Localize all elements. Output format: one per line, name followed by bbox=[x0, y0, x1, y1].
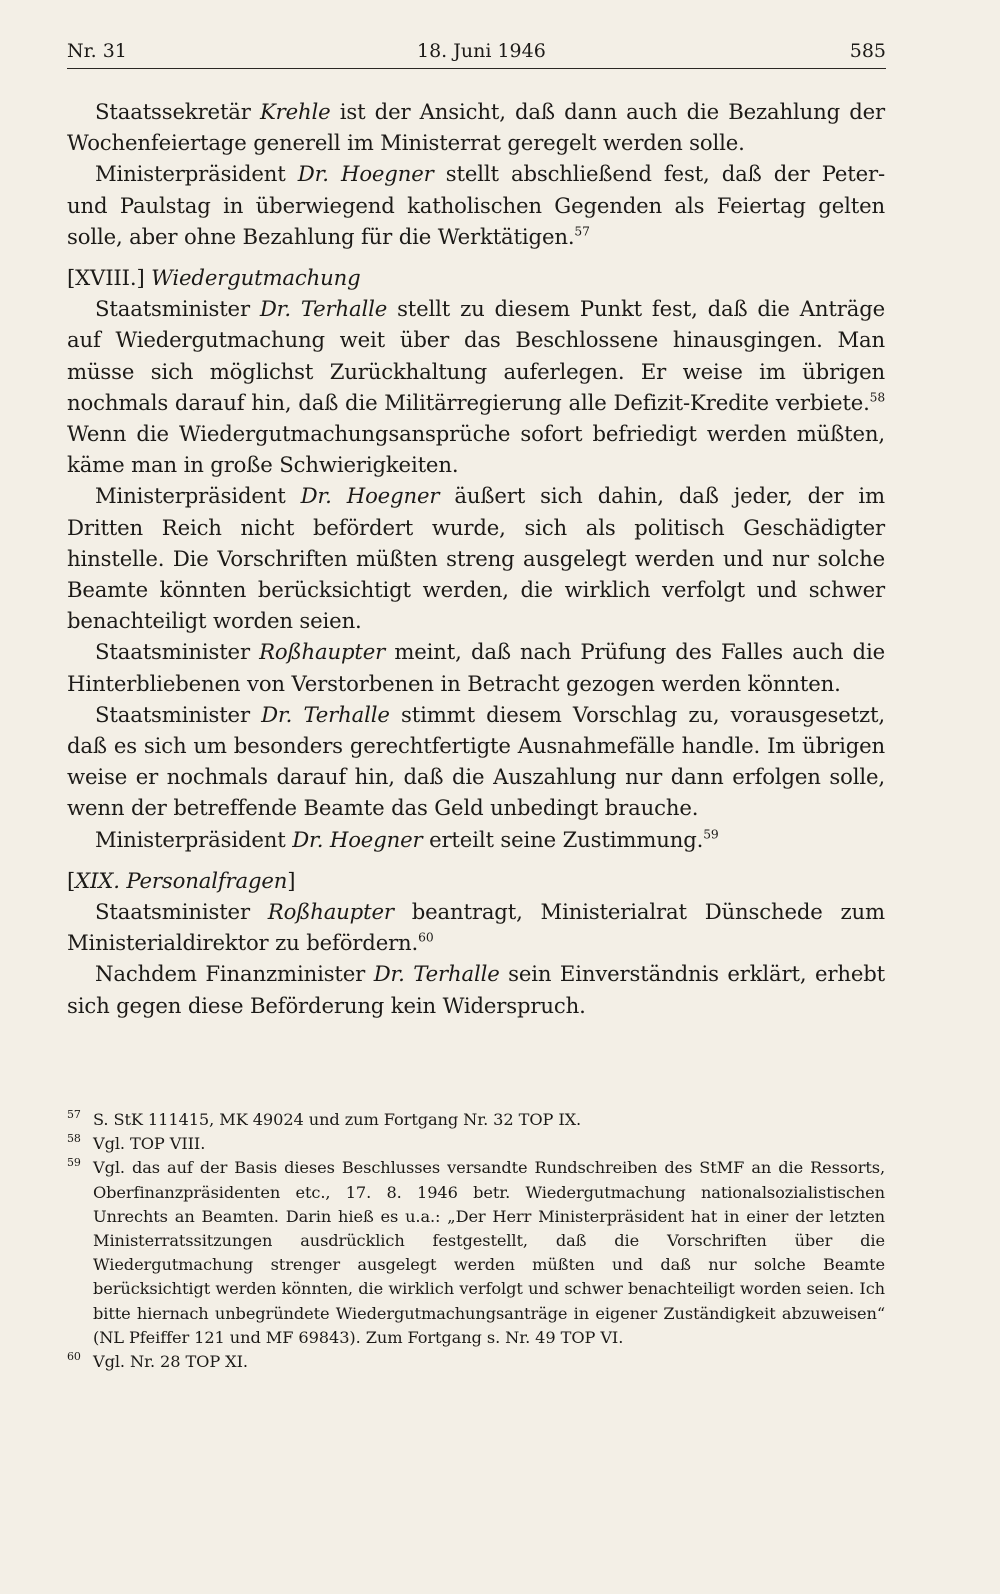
footnote bbox=[67, 1108, 885, 1132]
text-run: beantragt, Ministerialrat Dünschede zum Ministerialdirektor zu befördern. bbox=[67, 899, 885, 956]
section-heading-xviii bbox=[67, 262, 885, 293]
running-header bbox=[67, 38, 886, 69]
text-run: stimmt diesem Vorschlag zu, vorausgesetzt, daß es sich um besonders gerechtfertigte Ausnahmefälle handle. Im übrigen weise er nochmals darauf hin, daß die Auszahlung nur dann erfolgen solle, wenn der betreffende Beamte das Geld unbedingt brauche. bbox=[67, 701, 885, 821]
footnote bbox=[67, 1350, 885, 1374]
footnote-reference: 60 bbox=[418, 930, 434, 945]
text-run: [ bbox=[67, 867, 76, 893]
paragraph bbox=[67, 958, 885, 1020]
text-run: Nachdem Finanzminister bbox=[95, 961, 374, 987]
text-run: Staatsminister bbox=[95, 899, 268, 925]
text-run: ] bbox=[287, 867, 296, 893]
text-run: Ministerpräsident bbox=[95, 826, 293, 852]
footnote-text: Vgl. TOP VIII. bbox=[93, 1134, 206, 1154]
footnote-text: Vgl. Nr. 28 TOP XI. bbox=[93, 1352, 248, 1372]
paragraph bbox=[67, 699, 885, 824]
footnote-text: Vgl. das auf der Basis dieses Beschlusses versandte Rundschreiben des StMF an die Ressorts, Oberfinanzpräsidenten etc., 17. 8. 1946 betr. Wiedergutmachung nationalsozialistischen Unrechts an Beamten. Darin hieß es u.a.: „Der Herr Ministerpräsident hat in einer der letzten Ministerratssitzungen ausdrücklich festgestellt, daß die Vorschriften über die Wiedergutmachung strenger ausgelegt werden müßten und daß nur solche Beamte berücksichtigt werden könnten, die wirklich verfolgt und schwer benachteiligt worden seien. Ich bitte hiernach unbegründete Wiedergutmachungsanträge in eigener Zuständigkeit abzuweisen“ (NL Pfeiffer 121 und MF 69843). Zum Fortgang s. Nr. 49 TOP VI. bbox=[93, 1158, 885, 1347]
footnote-reference: 59 bbox=[703, 827, 719, 842]
text-run: Wenn die Wiedergutmachungsansprüche sofort befriedigt werden müßten, käme man in große Schwierigkeiten. bbox=[67, 421, 885, 478]
person-name: Dr. Terhalle bbox=[373, 961, 500, 987]
text-run: Staatssekretär bbox=[95, 99, 260, 124]
main-text bbox=[67, 96, 885, 1021]
text-run: Ministerpräsident bbox=[95, 161, 298, 187]
paragraph bbox=[67, 636, 885, 698]
paragraph bbox=[67, 293, 885, 480]
footnote bbox=[67, 1156, 885, 1350]
page-number: 585 bbox=[849, 40, 886, 62]
footnotes bbox=[67, 1108, 885, 1374]
text-run: ist der Ansicht, daß dann auch die Bezahlung der Wochenfeiertage generell im Ministerrat geregelt werden solle. bbox=[67, 99, 885, 156]
person-name: Roßhaupter bbox=[267, 899, 394, 925]
text-run: äußert sich dahin, daß jeder, der im Dritten Reich nicht befördert wurde, sich als politisch Geschädigter hinstelle. Die Vorschriften müßten streng ausgelegt werden und nur solche Beamte könnten berücksichtigt werden, die wirklich verfolgt und schwer benachteiligt worden seien. bbox=[67, 483, 885, 634]
footnote-number: 59 bbox=[67, 1156, 81, 1170]
footnote-reference: 57 bbox=[574, 224, 590, 239]
text-run: meint, daß nach Prüfung des Falles auch die Hinterbliebenen von Verstorbenen in Betracht gezogen werden könnten. bbox=[67, 639, 885, 696]
paragraph bbox=[67, 158, 885, 252]
footnote-text: S. StK 111415, MK 49024 und zum Fortgang Nr. 32 TOP IX. bbox=[93, 1110, 582, 1129]
text-run: [XVIII.] bbox=[67, 265, 152, 291]
session-date: 18. Juni 1946 bbox=[417, 40, 546, 62]
text-run: Staatsminister bbox=[95, 701, 262, 727]
paragraph bbox=[67, 896, 885, 958]
person-name: Dr. Hoegner bbox=[292, 826, 423, 852]
footnote bbox=[67, 1132, 885, 1156]
person-name: Krehle bbox=[259, 99, 331, 124]
person-name: Wiedergutmachung bbox=[151, 265, 361, 291]
person-name: Dr. Hoegner bbox=[297, 161, 434, 187]
paragraph bbox=[67, 96, 885, 158]
text-run: stellt zu diesem Punkt fest, daß die Anträge auf Wiedergutmachung weit über das Beschlossene hinausgingen. Man müsse sich möglichst Zurückhaltung auferlegen. Er weise im übrigen nochmals darauf hin, daß die Militärregierung alle Defizit-Kredite verbiete. bbox=[67, 296, 886, 415]
text-run: Staatsminister bbox=[95, 639, 260, 665]
footnote-number: 60 bbox=[67, 1350, 81, 1364]
paragraph bbox=[67, 824, 885, 855]
person-name: Dr. Terhalle bbox=[261, 701, 390, 727]
person-name: Dr. Terhalle bbox=[259, 296, 388, 322]
person-name: Roßhaupter bbox=[259, 639, 386, 665]
text-run: erteilt seine Zustimmung. bbox=[422, 826, 704, 852]
text-run: sein Einverständnis erklärt, erhebt sich gegen diese Beförderung kein Widerspruch. bbox=[67, 961, 885, 1018]
section-heading-xix bbox=[67, 865, 885, 896]
footnote-number: 58 bbox=[67, 1132, 81, 1146]
person-name: Dr. Hoegner bbox=[300, 483, 440, 509]
text-run: Staatsminister bbox=[95, 296, 260, 322]
text-run: Ministerpräsident bbox=[95, 483, 301, 509]
text-run: stellt abschließend fest, daß der Peter- und Paulstag in überwiegend katholischen Gegenden als Feiertag gelten solle, aber ohne Bezahlung für die Werktätigen. bbox=[67, 161, 885, 249]
document-number: Nr. 31 bbox=[67, 40, 127, 62]
person-name: XIX. Personalfragen bbox=[75, 867, 288, 893]
footnote-number: 57 bbox=[67, 1108, 81, 1121]
paragraph bbox=[67, 480, 885, 636]
footnote-reference: 58 bbox=[869, 390, 885, 405]
